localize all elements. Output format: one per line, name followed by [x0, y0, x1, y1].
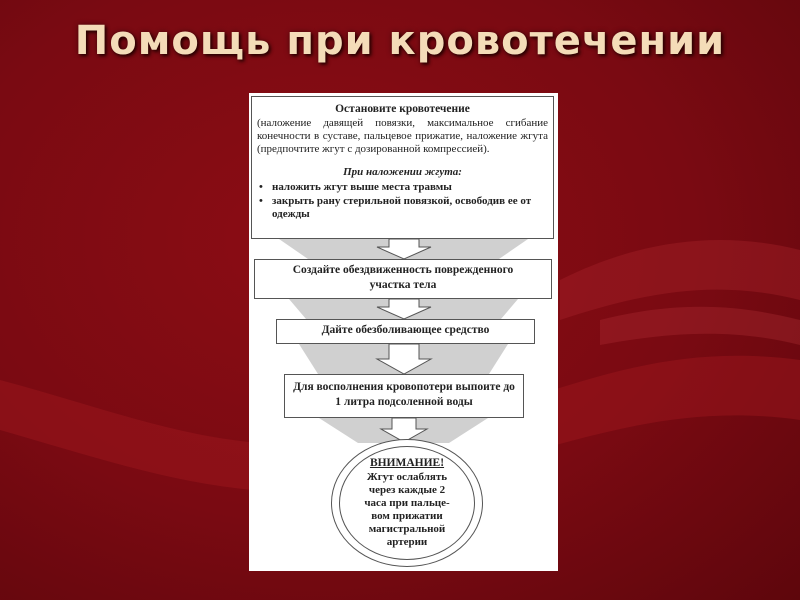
- slide-title: Помощь при кровотечении: [74, 18, 726, 64]
- step-immobilize-box: Создайте обездвиженность поврежденного участка тела: [254, 259, 552, 299]
- warning-heading: ВНИМАНИЕ!: [369, 457, 445, 469]
- flowchart-panel: [249, 93, 558, 571]
- tourniquet-subheading: При наложении жгута:: [343, 166, 462, 178]
- tourniquet-list: [257, 181, 548, 221]
- warning-circle: [331, 439, 483, 567]
- step-stop-bleeding-box: [251, 96, 554, 239]
- warning-text: Жгут ослаблять через каждые 2 часа при пальце-вом прижатии магистральной артерии: [364, 471, 450, 548]
- warning-inner-circle: [339, 446, 475, 560]
- step-stop-bleeding-heading: Остановите кровотечение: [335, 103, 470, 115]
- step-fluids-box: Для восполнения кровопотери выпоите до 1 литра подсоленной воды: [284, 374, 524, 418]
- list-item: • наложить жгут выше места травмы: [257, 181, 548, 194]
- step-stop-bleeding-description: (наложение давящей повязки, максимальное сгибание конечности в суставе, пальцевое прижатие, наложение жгута (предпочтите жгут с дозированной компрессией).: [257, 117, 548, 155]
- step-painkiller-box: Дайте обезболивающее средство: [276, 319, 535, 344]
- list-item: • закрыть рану стерильной повязкой, освободив ее от одежды: [257, 195, 548, 221]
